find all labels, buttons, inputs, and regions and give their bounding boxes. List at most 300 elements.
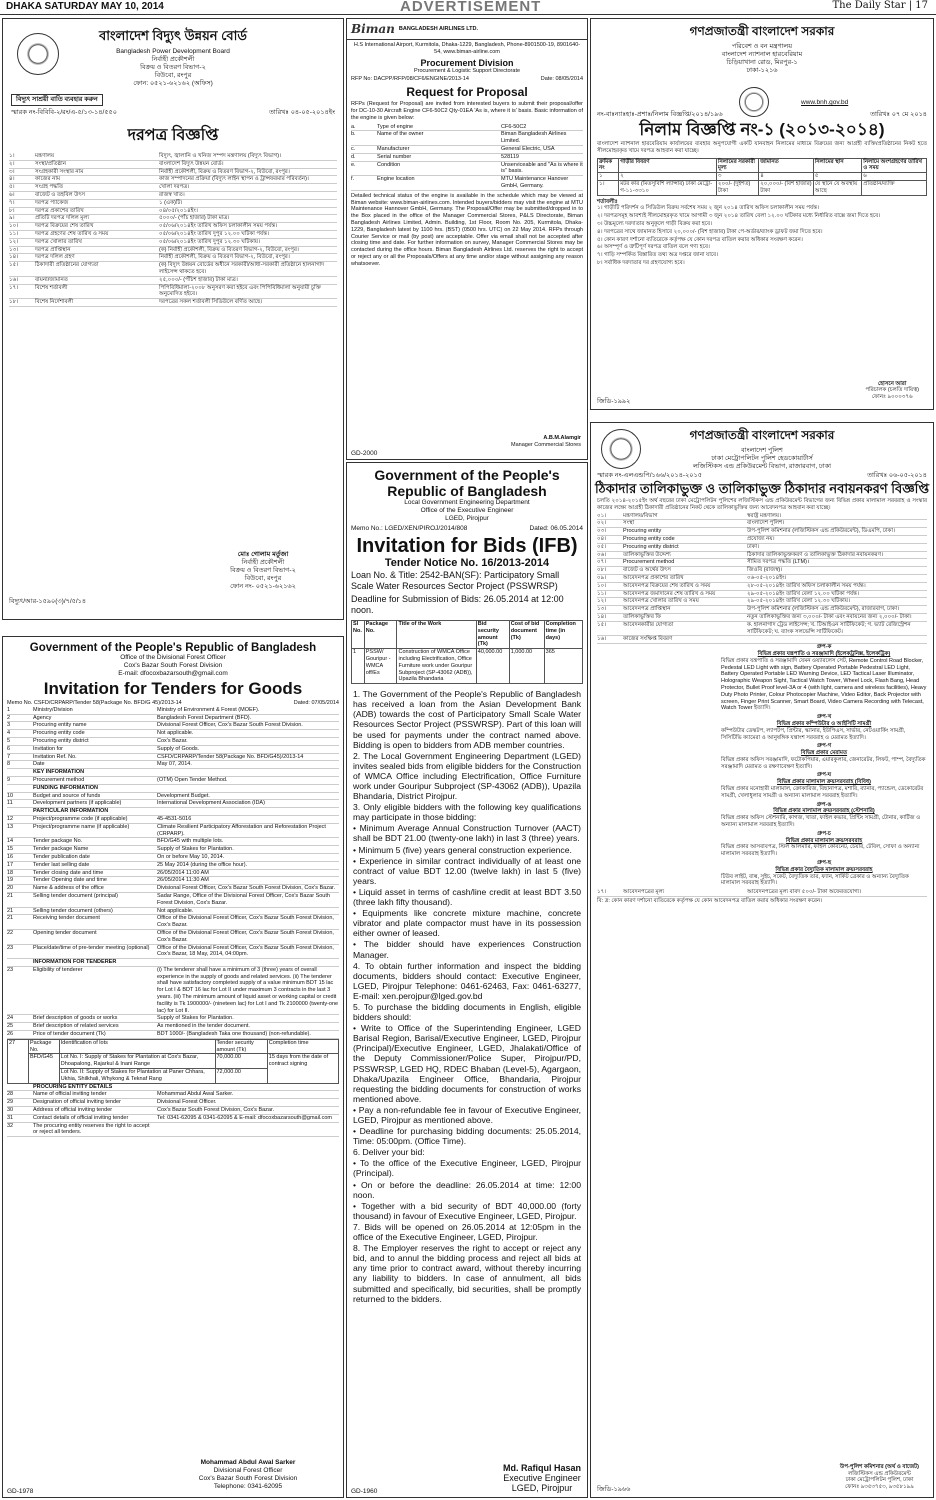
cell-k: সংস্থা [623, 520, 635, 527]
group-block [721, 644, 927, 712]
group-block [721, 831, 927, 858]
cell-v: নতুন তালিকাভুক্তির জন্য ৩,০০০/- টাকা এবং নবায়নের জন্য ২,০০০/- টাকা। [747, 613, 912, 620]
table-row [7, 877, 339, 885]
cell-k: বিশেষ শর্তাবলী [35, 284, 68, 291]
cell-n: ২। [9, 160, 15, 167]
table-row [7, 1015, 339, 1023]
herb-address: চিড়িয়াখানা রোড, মিরপুর-১ [726, 59, 798, 66]
herb-sign: হোসনে আরা [878, 380, 907, 387]
cell-n: d. [351, 153, 356, 160]
bpdb-ad [2, 18, 344, 620]
table-row [7, 930, 339, 945]
cell-k: Procuring entity district [623, 543, 679, 550]
cell-n: 3 [7, 722, 11, 729]
cell-k: তালিকাভুক্তির ফি [623, 613, 661, 620]
table-row [7, 1123, 339, 1138]
cell-k: Tender publication date [33, 853, 90, 860]
cell-k: KEY INFORMATION [33, 769, 85, 776]
police-memo: স্মারক নং-এলএন্ডপি/১৬৬/২০১৪-২০১৫ [597, 472, 702, 479]
cell-v: Tel: 0341-62095 & 0341-62095 & E-mail: dfocoxbazarsouth@gmail.com [157, 1114, 332, 1121]
table-row [7, 738, 339, 746]
police-table [591, 513, 933, 645]
biman-intro: RFPs (Request for Proposal) are invited from interested buyers to submit their proposal/offer for DC-10-30 Aircraft Engine CF6-50C2 Qty-01EA 'As is, where it is' basis. Basic information of the engine is given below: [351, 101, 583, 121]
cell-v: On or before May 10, 2014. [157, 853, 225, 860]
cell-k: Procuring entity code [623, 535, 675, 542]
lged-bid-table [351, 620, 583, 684]
cell-n: 4 [7, 730, 11, 737]
herb-heading: নিলাম বিজ্ঞপ্তি নং-১ (২০১৩-২০১৪) [639, 120, 885, 139]
table-row [7, 908, 339, 916]
forest-lot1: Lot No. I: Supply of Stakes for Plantation at Cox's Bazar, Dhoapalong, Rajarkul & Inani Range [59, 1054, 215, 1069]
cell-v: Divisional Forest Officer. [157, 1099, 217, 1106]
table-cell: 1 [352, 649, 365, 684]
cell-v: 45-4531-5016 [157, 815, 192, 822]
table-cell: 40,000.00 [476, 649, 509, 684]
bpdb-line-4: ফোন: ০৫২১-৬২১৬২ (অফিস) [133, 80, 213, 87]
cell-n: 21 [7, 892, 14, 899]
police-sign-name: উপ-পুলিশ কমিশনার (অর্থ ও বাজেট) [839, 1463, 919, 1470]
cell-n: 18 [7, 869, 14, 876]
cell-n: 30 [7, 1107, 14, 1114]
cell-n: ১৪। [9, 254, 19, 261]
cell-n: ১৫। [9, 262, 19, 269]
table-cell: Title of the Work [397, 621, 476, 649]
cell-n: ১২। [597, 598, 607, 605]
herb-ministry: পরিবেশ ও বন মন্ত্রণালয় [731, 43, 793, 50]
cell-k: Budget and source of funds [33, 792, 101, 799]
forest-date: Dated: 07/05/2014 [293, 700, 339, 706]
cell-k: Project/programme code (if applicable) [33, 815, 128, 822]
cell-n: ১৫। [597, 621, 607, 628]
cell-n: ১৩। [597, 606, 607, 613]
biman-company: BANGLADESH AIRLINES LTD. [398, 25, 479, 32]
bpdb-sign-t2: বিক্রয় ও বিতরণ বিভাগ-২ [230, 567, 296, 574]
list-item: 8. The Employer reserves the right to accept or reject any bid, and to annul the bidding process and reject all bids at any time prior to contract award, without thereby incurring any liability to bidders. In case of annulment, all bids submitted and specifically, bid securities, shall be promptly returned to the bidders. [353, 1243, 581, 1304]
bpdb-memo: স্মারক নং-বিবিবি-২/রং/এ-৫/১৩-১৪/৫৫০ [11, 109, 118, 116]
cell-n: c. [351, 145, 356, 152]
cell-n: ০৯। [597, 574, 607, 581]
cell-v [102, 785, 339, 792]
group-title: গ্রুপ-চ [817, 830, 831, 837]
table-row [7, 761, 339, 769]
herb-date: তারিখঃ ০৭ মে ২০১৪ [870, 111, 927, 118]
cell-n: ১৮। [9, 299, 19, 306]
police-date: তারিখঃ ০৬-০৫-২০১৪ [867, 472, 927, 479]
cell-v: ঠিকাদার তালিকাভুক্তকরণ ও তালিকাভুক্ত ঠিকাদার নবায়নকরণ। [747, 551, 883, 558]
table-row [7, 945, 339, 960]
cell-v: Bangladesh Forest Department (BFD). [157, 714, 252, 721]
group-sub: বিভিন্ন প্রকার মালামাল ক্রয়/সরবরাহ [785, 837, 863, 844]
herb-gd: জিডি-১৯৯২ [597, 398, 631, 405]
cell-n: ০৬। [597, 551, 607, 558]
police-fee-k: আবেদনপত্রের মূল্য [623, 889, 665, 896]
table-cell: 365 [544, 649, 582, 684]
group-block [721, 714, 927, 741]
cell-k: Tender package Name [33, 846, 89, 853]
cell-k: Name of official inviting tender [33, 1091, 107, 1098]
cell-k: Procuring entity district [33, 737, 89, 744]
cell-n: e. [351, 161, 356, 168]
cell-n: ৩। [9, 168, 15, 175]
table-row [7, 808, 339, 816]
table-row [7, 715, 339, 723]
group-sub: বিভিন্ন প্রকার মেরামত [800, 750, 848, 757]
list-item: • On or before the deadline: 26.05.2014 at time: 12:00 noon. [353, 1179, 581, 1200]
list-item: ৪। দরপত্রের সাথে জামানত হিসাবে ২০,০০০/- (বিশ হাজার) টাকা পে-অর্ডার/ব্যাংক ড্রাফট জমা দিতে হবে। [597, 228, 823, 235]
police-dept: বাংলাদেশ পুলিশ [741, 447, 783, 454]
cell-k: Type of engine [377, 123, 414, 130]
table-row [351, 124, 583, 132]
forest-lots-h3: Completion time [267, 1039, 338, 1054]
cell-n: ০২। [597, 520, 607, 527]
forest-memo: Memo No. CSFD/CRPARP/Tender 58(Package No. BFD/G 45)/2013-14 [7, 700, 182, 706]
table-row [7, 746, 339, 754]
cell-n: 13 [7, 823, 14, 830]
cell-v: বাংলাদেশ পুলিশ। [747, 520, 785, 527]
cell-v [157, 1123, 339, 1137]
cell-v: ২৯-০৫-২০১৪ইং তারিখ বেলা ১২.০০ ঘটিকা পর্যন্ত। [747, 590, 859, 597]
table-row [351, 146, 583, 154]
cell-v: পিপিবিধিমালা-২০০৮ অনুসরণ করা হইবে এবং পিপিবিধিমালা অনুযায়ী চুক্তি অনুমোদিত হইবে। [159, 284, 321, 298]
cell-v: Supply of Stakes for Plantation. [157, 846, 234, 853]
cell-k: Name of the owner [377, 131, 424, 138]
cell-v: ১ (এক)টি। [159, 199, 183, 206]
cell-n: 14 [7, 838, 14, 845]
cell-v: ক. হালনাগাদ ট্রেড লাইসেন্স; খ. টিআইএন সার্টিফিকেট; গ. ভ্যাট রেজিস্ট্রেশন সার্টিফিকেট; ঘ. ব্যাংক সলভেন্সি সার্টিফিকেট। [747, 621, 911, 635]
table-row [7, 800, 339, 808]
cell-k: Procuring entity [623, 528, 662, 535]
list-item: 2. The Local Government Engineering Department (LGED) invites sealed bids from eligible bidders for the Construction of WMCA Office including Electrification, Office Furniture work under Gouripur Subproject (SP-43062 (ADB)), Upazila Bhandaria, District Pirojpur. [353, 750, 581, 802]
cell-v: Development Budget. [157, 792, 210, 799]
list-item: 7. Bids will be opened on 26.05.2014 at 12:05pm in the office of the Executive Engineer, LGED, Pirojpur. [353, 1221, 581, 1243]
group-sub: বিভিন্ন প্রকার কম্পিউটার ও আইসিটি সামগ্রী [776, 720, 872, 727]
table-cell: গাড়ীর বিবরণ [619, 158, 717, 173]
table-cell: ২০০/- (দুইশত) টাকা [716, 180, 758, 195]
table-row [7, 1084, 339, 1092]
cell-k: Address of official inviting tender [33, 1107, 113, 1114]
table-row [7, 754, 339, 762]
cell-k: Invitation for [33, 745, 63, 752]
cell-k: দরপত্র গ্রহণের শেষ তারিখ ও সময় [35, 230, 109, 237]
cell-n: 12 [7, 815, 14, 822]
cell-k: দরপত্র প্রাপ্তিস্থান [35, 246, 71, 253]
police-fee-row [597, 889, 927, 897]
cell-n: 19 [7, 877, 14, 884]
forest-lot1-amount: 70,000.00 [215, 1054, 267, 1069]
list-item: • Together with a bid security of BDT 40,000.00 (forty thousand) in favour of Executive Engineer, LGED, Pirojpur. [353, 1200, 581, 1221]
lged-tender: Tender Notice No. 16/2013-2014 [384, 557, 550, 569]
table-row [597, 559, 927, 567]
group-title: গ্রুপ-ঘ [816, 772, 832, 779]
biman-sign-title: Manager Commercial Stores [511, 442, 581, 449]
cell-v: Supply of Stakes for Plantation. [157, 1015, 234, 1022]
cell-n [7, 769, 29, 776]
cell-v: Sadar Range, Office of the Divisional Forest Officer, Cox's Bazar South Forest Division, Cox's Bazar. [157, 892, 330, 906]
group-text: বিভিন্ন প্রকার অফিস স্টেশনারি, কাগজ, খাতা, ফাইল কভার, প্রিন্টিং সামগ্রী, টোনার, কার্টিজ ও অন্যান্য মালামাল সরবরাহ ইত্যাদি। [721, 815, 921, 829]
table-cell: ক্রমিক নং [598, 158, 619, 173]
cell-v: CF6-50C2 [501, 123, 527, 130]
cell-v: জিওবি (রাজস্ব)। [747, 567, 783, 574]
police-gd: জিডি-১৯৬৬ [597, 1486, 631, 1493]
table-cell: Construction of WMCA Office including Electrification, Office Furniture work under Gouripur Subproject (SP-43062 (ADB)), Upazila Bhandaria [397, 649, 476, 684]
table-cell: নিলামের সরকারী মূল্য [716, 158, 758, 173]
table-row [351, 162, 583, 177]
table-row [9, 239, 337, 247]
forest-lots-table [7, 1039, 339, 1084]
lged-gov: Government of the People's Republic of Bangladesh [374, 467, 560, 499]
table-cell: ২ [619, 173, 717, 181]
police-sign-t1: লজিস্টিকস এন্ড প্রকিউরমেন্ট [848, 1470, 911, 1477]
table-row [9, 254, 337, 262]
cell-n: 1 [7, 706, 11, 713]
forest-ad [2, 636, 344, 1498]
group-title: গ্রুপ-গ [816, 743, 832, 750]
cell-k: Invitation Ref. No. [33, 753, 77, 760]
cell-v: 528119 [501, 153, 519, 160]
cell-n: 6 [7, 745, 11, 752]
table-cell: প্রতিষ্ঠান/ব্যক্তি [862, 180, 927, 195]
cell-v: ২৯-০৫-২০১৪ইং তারিখ বেলা ১২.৩০ ঘটিকায়। [747, 598, 850, 605]
table-row [597, 598, 927, 606]
cell-v: বাংলাদেশ বিদ্যুৎ উন্নয়ন বোর্ড। [159, 160, 224, 167]
cell-v: 26/05/2014 11:30 AM [157, 877, 209, 884]
table-row [597, 567, 927, 575]
cell-v: Unserviceable and "As is where it is" basis. [501, 161, 583, 175]
cell-k: বিশেষ নির্দেশাবলী [35, 299, 74, 306]
list-item: 5. To purchase the bidding documents in English, eligible bidders should: [353, 1001, 581, 1023]
police-groups [591, 644, 933, 887]
cell-n: 23 [7, 944, 14, 951]
table-row [7, 816, 339, 824]
lged-place: LGED, Pirojpur [445, 515, 489, 522]
cell-n [7, 959, 29, 966]
table-cell: Completion time (in days) [544, 621, 582, 649]
bpdb-title-en: Bangladesh Power Development Board [116, 48, 230, 55]
list-item: • Liquid asset in terms of cash/line credit at least BDT 3.50 (three lakh fifty thousand). [353, 886, 581, 908]
cell-n: a. [351, 123, 356, 130]
forest-sign-title: Divisional Forest Officer [213, 1467, 283, 1474]
cell-v [116, 1084, 339, 1091]
herbarium-ad [590, 18, 934, 410]
table-row [597, 544, 927, 552]
cell-v: (ক) নির্বাহী প্রকৌশলী, বিক্রয় ও বিতরণ বিভাগ-২, বিউবো, রংপুর। [159, 246, 299, 253]
table-row [9, 161, 337, 169]
table-row [7, 893, 339, 908]
cell-v: Cox's Bazar. [157, 737, 188, 744]
cell-k: দরপত্র দলিল গ্রহণ [35, 254, 75, 261]
cell-k: Selling tender document (principal) [33, 892, 118, 899]
list-item: • Minimum 5 (five) years general construction experience. [353, 844, 572, 855]
table-cell: মটর কার (মিতসুবিশি ল্যান্সার) ঢাকা মেট্রো-গ-১১-৩৩১০ [619, 180, 717, 195]
table-row [9, 262, 337, 277]
police-ad [590, 422, 934, 1498]
cell-k: Manufacturer [377, 145, 410, 152]
cell-n: ৯। [9, 215, 15, 222]
list-item: ৩। উচ্চমূল্যে দরদাতার অনুকূলে গাড়ী বিক্রয় করা হবে। [597, 220, 713, 227]
cell-n: 21 [7, 907, 14, 914]
group-sub: বিভিন্ন প্রকার মালামাল ক্রয়/সরবরাহ (স্টেশনারি) [773, 808, 875, 815]
biman-sign: A.B.M.Alamgir [543, 435, 581, 442]
cell-v: Divisional Forest Officer, Cox's Bazar South Forest Division, Cox's Bazar. [157, 885, 336, 892]
cell-v: Supply of Goods. [157, 745, 200, 752]
lged-office: Office of the Executive Engineer [420, 507, 514, 514]
bpdb-date: তারিখঃ ০৪-০৫-২০১৪ইং [268, 109, 335, 116]
forest-division: Cox's Bazar South Forest Division [123, 662, 223, 669]
biman-gd: GD-2000 [351, 450, 378, 457]
table-row [9, 192, 337, 200]
cell-k: দরপত্র বিক্রয়ের শেষ তারিখ [35, 223, 94, 230]
list-item: • To the office of the Executive Engineer, LGED, Pirojpur (Principal). [353, 1158, 581, 1179]
cell-n: 5 [7, 737, 11, 744]
biman-address: H.S International Airport, Kurmitola, Dhaka-1229, Bangladesh, Phone-8901500-19, 8901640-54, www.biman-airline.com [353, 42, 581, 55]
list-item: ৭। গাড়ি সম্পর্কিত বিস্তারিত তথ্য অত্র দপ্তরে জানা যাবে। [597, 252, 719, 259]
table-cell: PSSW/ Gouripur -WMCA off/Es [364, 649, 397, 684]
table-cell: Package No. [364, 621, 397, 649]
table-cell: ৬ [862, 173, 927, 181]
police-fee-v: আবেদনপত্রের মূল্য বাবদ ৫০০/- টাকা অফেরতযোগ্য। [747, 889, 862, 896]
biman-specs-table [347, 124, 587, 191]
cell-v: (ক) বিদ্যুৎ উন্নয়ন বোর্ডের অধীনে সরকারী/আধা-সরকারী প্রতিষ্ঠানে হালনাগাদ লাইসেন্স থাকতে হবে। [159, 262, 325, 275]
bpdb-line-2: বিক্রয় ও বিতরণ বিভাগ-২ [140, 64, 206, 71]
herb-web[interactable]: www.bnh.gov.bd [801, 99, 849, 106]
cell-v: International Development Association (IDA) [157, 800, 265, 807]
table-row [9, 153, 337, 161]
herb-sign-title: পরিচালক (চলতি দায়িত্ব) [865, 387, 919, 394]
cell-k: Project/programme name (if applicable) [33, 823, 130, 830]
table-row [597, 528, 927, 536]
cell-v: Mohammad Abdul Awal Sarker. [157, 1091, 234, 1098]
cell-k: Brief description of related services [33, 1023, 119, 1030]
bpdb-heading: দরপত্র বিজ্ঞপ্তি [127, 127, 219, 144]
cell-v: স্বরাষ্ট্র মন্ত্রণালয়। [747, 512, 782, 519]
cell-v: ৫০০০/- (পাঁচ হাজার) টাকা মাত্র। [159, 215, 230, 222]
table-cell: ১ [598, 173, 619, 181]
table-row [9, 223, 337, 231]
forest-sign-division: Cox's Bazar South Forest Division [198, 1475, 298, 1482]
table-row [7, 862, 339, 870]
group-text: টিউব লাইট, বাল্ব, সুইচ, সকেট, বৈদ্যুতিক তার, ফ্যান, সার্কিট ব্রেকার ও অন্যান্য বৈদ্যুতিক মালামাল সরবরাহ ইত্যাদি। [721, 873, 909, 887]
cell-k: Procuring entity code [33, 730, 85, 737]
cell-n: 23 [7, 966, 14, 973]
masthead-page: The Daily Star | 17 [832, 0, 928, 11]
cell-k: তালিকাভুক্তির উদ্দেশ্য [623, 551, 671, 558]
cell-v: Ministry of Environment & Forest (MOEF). [157, 706, 260, 713]
list-item: • Write to Office of the Superintending Engineer, LGED Barisal Region, Barisal/Executive Engineer, LGED, Pirojpur (Principal)/Executive Engineer, LGED, Jhalakati/Office of the Deputy Commissioner/Police Super, Pirojpur/PD, PSSWRSP, LGED HQ, RDEC Bhaban (Level-5), Agargaon, Dhaka/Upazila Engineer Office, Bhandaria, Pirojpur requesting the bidding documents for construction of works mentioned above. [353, 1023, 581, 1104]
herbarium-logo-icon [739, 87, 769, 117]
lged-points [347, 687, 587, 1307]
cell-n: b. [351, 131, 356, 138]
cell-n: ১১। [9, 230, 19, 237]
cell-k: Price of tender document (Tk) [33, 1031, 106, 1038]
cell-n: ১৬। [9, 276, 19, 283]
biman-date: Date: 08/05/2014 [540, 76, 583, 83]
cell-k: Place/date/time of pre-tender meeting (optional) [33, 944, 150, 951]
police-gov: গণপ্রজাতন্ত্রী বাংলাদেশ সরকার [689, 428, 835, 442]
table-row [7, 793, 339, 801]
police-sign-t3: ফোনঃ ৯৩৫৩৭৫৩, ৯৩৫৮১৯৯ [845, 1484, 914, 1491]
cell-v: প্রযোজ্য নয়। [747, 535, 775, 542]
cell-v: ঢাকা। [747, 543, 760, 550]
list-item: • Pay a non-refundable fee in favour of Executive Engineer, LGED, Pirojpur as mentioned above. [353, 1104, 581, 1126]
table-cell: ৫ [813, 173, 861, 181]
cell-k: Date [33, 761, 45, 768]
cell-v: BDT 1000/- (Bangladesh Taka one thousand) (non-refundable). [157, 1031, 311, 1038]
section-title: ADVERTISEMENT [400, 0, 542, 15]
table-row [351, 131, 583, 146]
herb-terms [591, 205, 933, 266]
cell-k: দরপত্র খোলার তারিখ [35, 238, 82, 245]
cell-n: ৪। [9, 176, 15, 183]
cell-v: Not applicable. [157, 907, 194, 914]
cell-n: ০৫। [597, 543, 607, 550]
cell-n [7, 1084, 29, 1091]
cell-n: ১০। [9, 223, 19, 230]
table-row [597, 636, 927, 644]
forest-lots-h0: Package No. [29, 1039, 60, 1054]
table-row [7, 785, 339, 793]
forest-lots-h2: Tender security amount (Tk) [215, 1039, 267, 1054]
cell-n: ১৬। [597, 636, 607, 643]
table-row [7, 722, 339, 730]
cell-v: 26/05/2014 11:00 AM [157, 869, 209, 876]
bpdb-foot1: বিদ্যুৎ/আর-১৫৯০(৩)/৭/৫/১৪ [9, 598, 87, 605]
cell-k: Brief description of goods or works [33, 1015, 118, 1022]
forest-lot2-amount: 72,000.00 [215, 1069, 267, 1084]
table-row [7, 838, 339, 846]
cell-k: ঠিকাদারী প্রতিষ্ঠানের যোগ্যতা [35, 262, 99, 269]
lged-deadline: Deadline for Submission of Bids: 26.05.2014 at 12:00 noon. [351, 594, 564, 615]
cell-k: আবেদনপত্র প্রকাশের তারিখ [623, 574, 684, 581]
cell-n: 26 [7, 1031, 14, 1038]
cell-n: 31 [7, 1114, 14, 1121]
cell-k: Ministry/Division [33, 706, 73, 713]
group-text: কম্পিউটার ডেস্কটপ, ল্যাপটপ, প্রিন্টার, স্ক্যানার, ইউপিএস, সার্ভার, নেটওয়ার্কিং সামগ্রী, সিসিটিভি ক্যামেরা ও আনুষঙ্গিক যন্ত্রাংশ সরবরাহ ও মেরামত ইত্যাদি। [721, 727, 906, 741]
table-row [597, 536, 927, 544]
cell-k: Tender Opening date and time [33, 877, 107, 884]
police-heading: ঠিকাদার তালিকাভুক্ত ও তালিকাভুক্ত ঠিকাদার নবায়নকরণ বিজ্ঞপ্তি [594, 481, 930, 496]
cell-n: f. [351, 176, 355, 183]
cell-n: 32 [7, 1122, 14, 1129]
cell-v: দরপত্রের সকল শর্তাবলী সিডিউলে বর্ণিত আছে। [159, 299, 263, 306]
group-title: গ্রুপ-ক [816, 644, 832, 651]
table-row [351, 176, 583, 191]
forest-table [3, 707, 343, 1039]
cell-v: Not applicable. [157, 730, 194, 737]
cell-k: বাজেট ও তহবিল উৎস [35, 191, 86, 198]
cell-v: কাজ সম্পাদনের প্রক্রিয়া (বিদ্যুৎ লাইন স্থাপন ও ট্রান্সফরমার পরিবর্তন)। [159, 176, 309, 183]
bpdb-line-1: নির্বাহী প্রকৌশলী [151, 56, 195, 63]
bpdb-logo-icon [17, 33, 59, 75]
police-sign-t2: ঢাকা মেট্রোপলিটন পুলিশ, ঢাকা [845, 1477, 914, 1484]
bpdb-banner: বিদ্যুৎ সাশ্রয়ী বাতি ব্যবহার করুন [11, 94, 103, 106]
table-row [7, 854, 339, 862]
bpdb-sign-t3: বিউবো, রংপুর [244, 575, 282, 582]
list-item: • Equipments like concrete mixture machine, concrete vibrator and plate compactor must have in its possession either owner of leased. [353, 908, 581, 939]
table-cell: 1,000.00 [509, 649, 544, 684]
cell-v: বিদ্যুৎ, জ্বালানি ও খনিজ সম্পদ মন্ত্রণালয় (বিদ্যুৎ বিভাগ)। [159, 153, 282, 159]
biman-logo: Biman [351, 22, 395, 36]
table-cell: ৩ [716, 173, 758, 181]
cell-v: ০৫/০৬/২০১৪ইং তারিখ অফিস চলাকালীন সময় পর্যন্ত। [159, 223, 278, 230]
lged-dept: Local Government Engineering Department [404, 499, 530, 506]
list-item: ২। দরপত্রসমূহ আবশ্যই সীলমোহরকৃত খামে আগামী ৩ জুন ২০১৪ তারিখ বেলা ১২.০০ ঘটিকার মধ্যে নির্ধারিত বাক্সে জমা দিতে হবে। [597, 213, 881, 220]
cell-k: INFORMATION FOR TENDERER [33, 959, 117, 966]
cell-k: FUNDING INFORMATION [33, 784, 98, 791]
forest-sign-tel: Telephone: 0341-62095 [213, 1483, 283, 1490]
table-row [597, 575, 927, 583]
forest-lots-h1: Identification of lots [59, 1039, 215, 1054]
cell-v [120, 959, 339, 966]
